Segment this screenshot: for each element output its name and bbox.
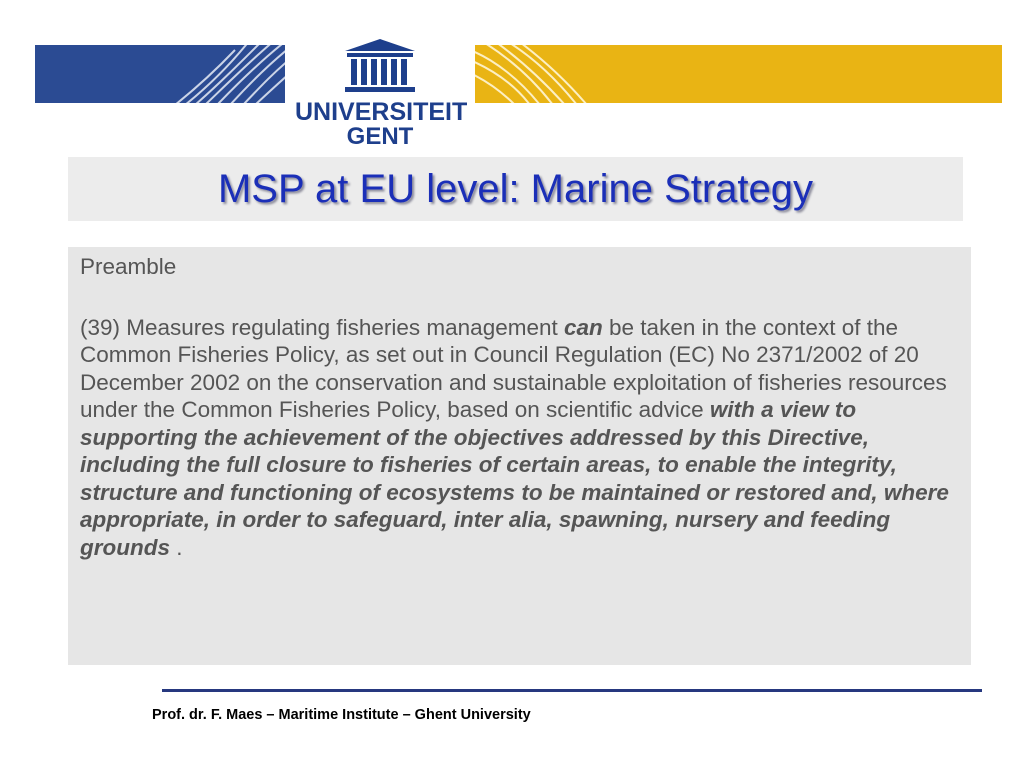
paragraph-end: . — [170, 534, 183, 560]
emphasis-objectives: with a view to supporting the achievement of the objectives addressed by this Directive, including the full closure to fisheries of certain areas, to enable the integrity, structure and functioning of ecosystems to be maintained or restored and, where appropriate, in order to safeguard, inter alia, spawning, nursery and feeding grounds — [80, 397, 949, 560]
footer-credit: Prof. dr. F. Maes – Maritime Institute – Ghent University — [152, 707, 531, 723]
slide-title: MSP at EU level: Marine Strategy — [217, 167, 814, 211]
paragraph-text: (39) Measures regulating fisheries management — [80, 314, 564, 340]
wave-pattern-right — [475, 45, 1002, 103]
wave-pattern-left — [35, 45, 285, 103]
content-box — [68, 247, 971, 665]
temple-emblem — [343, 37, 417, 97]
preamble-paragraph — [80, 314, 959, 562]
title-box — [68, 157, 963, 221]
header-band-blue — [35, 45, 285, 103]
paragraph-text: be taken in the context of the Common Fisheries Policy, as set out in Council Regulation (EC) No 2371/2002 of 20 December 2002 on the conservation and sustainable exploitation of fisheries resources under the Common Fisheries Policy, based on scientific advice — [80, 314, 947, 422]
university-logo — [295, 35, 468, 150]
logo-text-universiteit: UNIVERSITEIT — [295, 98, 468, 126]
footer-divider — [162, 689, 982, 692]
header-band-yellow — [475, 45, 1002, 103]
logo-text-gent: GENT — [346, 123, 414, 150]
section-heading: Preamble — [80, 254, 177, 279]
emphasis-can: can — [564, 314, 603, 340]
